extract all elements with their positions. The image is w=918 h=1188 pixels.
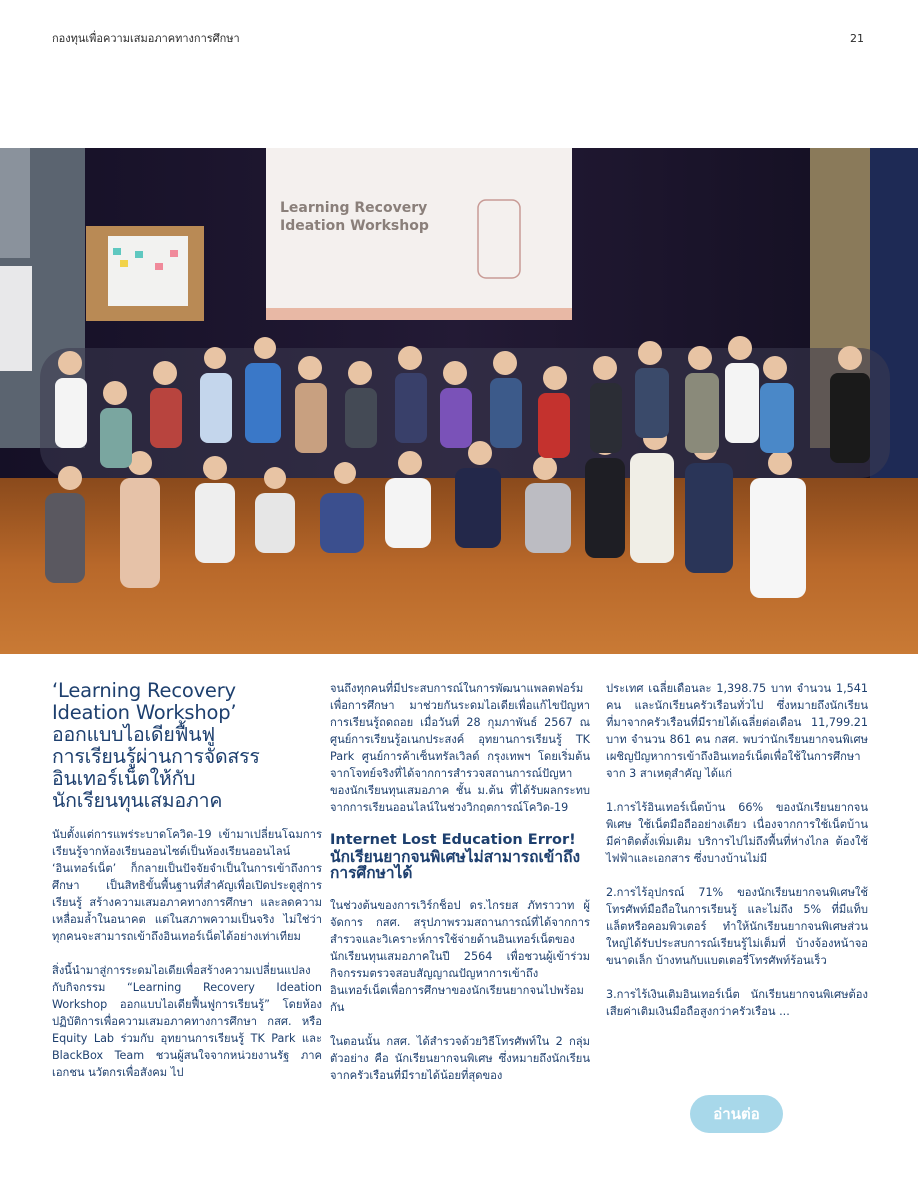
subheading-thai: นักเรียนยากจนพิเศษไม่สามารถเข้าถึงการศึกษาได้: [330, 847, 581, 882]
article-title: [52, 680, 322, 812]
column-2: [330, 680, 590, 1084]
body-paragraph: ในตอนนั้น กสศ. ได้สำรวจด้วยวิธีโทรศัพท์ใน 2 กลุ่มตัวอย่าง คือ นักเรียนยากจนพิเศษ ซึ่งหมายถึงนักเรียนจากครัวเรือนที่มีรายได้น้อยที่สุดของ: [330, 1034, 590, 1082]
title-line: อินเทอร์เน็ตให้กับ: [52, 767, 196, 790]
group-photo: [0, 148, 918, 654]
title-line: Ideation Workshop’: [52, 701, 237, 724]
publication-name: กองทุนเพื่อความเสมอภาคทางการศึกษา: [52, 32, 240, 45]
title-line: การเรียนรู้ผ่านการจัดสรร: [52, 745, 260, 768]
section-subheading: [330, 833, 590, 881]
screen-title-line2: Ideation Workshop: [280, 218, 429, 234]
body-paragraph: สิ่งนี้นำมาสู่การระดมไอเดียเพื่อสร้างความเปลี่ยนแปลงกับกิจกรรม “Learning Recovery Ideation Workshop ออกแบบไอเดียฟื้นฟูการเรียนรู้” โดยห้องปฏิบัติการเพื่อความเสมอภาคทางการศึกษา กสศ. หรือ Equity Lab ร่วมกับ อุทยานการเรียนรู้ TK Park และ BlackBox Team ชวนผู้สนใจจากหน่วยงานรัฐ ภาคเอกชน นวัตกรเพื่อสังคม ไป: [52, 964, 322, 1079]
screen-title-line1: Learning Recovery: [280, 200, 428, 216]
list-item: 2.การไร้อุปกรณ์ 71% ของนักเรียนยากจนพิเศษใช้โทรศัพท์มือถือในการเรียนรู้ และไม่ถึง 5% ที่มีแท็บแล็ตหรือคอมพิวเตอร์ ทำให้นักเรียนยากจนพิเศษส่วนใหญ่ได้รับประสบการณ์เรียนรู้ไม่เต็มที่ บ้างจ้องหน้าจอขนาดเล็ก บ้างทนกับแบตเตอรี่โทรศัพท์ร้อนเร็ว: [606, 886, 868, 967]
page-number: 21: [850, 31, 864, 45]
list-item: 1.การไร้อินเทอร์เน็ตบ้าน 66% ของนักเรียนยากจนพิเศษ ใช้เน็ตมือถืออย่างเดียว เนื่องจากการใช้เน็ตบ้านมีค่าติดตั้งเพิ่มเติม บริการไปไม่ถึงพื้นที่ห่างไกล ต้องใช้ไฟฟ้าและเอกสาร ซึ่งบางบ้านไม่มี: [606, 801, 868, 865]
flipchart: [0, 266, 32, 371]
column-3: [606, 680, 868, 1020]
running-header: [52, 30, 864, 46]
title-line: ‘Learning Recovery: [52, 679, 236, 702]
title-line: นักเรียนทุนเสมอภาค: [52, 789, 223, 812]
body-paragraph: จนถึงทุกคนที่มีประสบการณ์ในการพัฒนาแพลตฟอร์มเพื่อการศึกษา มาช่วยกันระดมไอเดียเพื่อแก้ไขปัญหาการเรียนรู้ถดถอย เมื่อวันที่ 28 กุมภาพันธ์ 2567 ณ ศูนย์การเรียนรู้อเนกประสงค์ อุทยานการเรียนรู้ TK Park ศูนย์การค้าเซ็นทรัลเวิลด์ กรุงเทพฯ โดยเริ่มต้นจากโจทย์จริงที่ได้จากการสำรวจสถานการณ์ปัญหาของนักเรียนทุนเสมอภาค ชั้น ม.ต้น ที่ได้รับผลกระทบจากการเรียนออนไลน์ในช่วงวิกฤตการณ์โควิด-19: [330, 682, 590, 814]
list-item: 3.การไร้เงินเติมอินเทอร์เน็ต นักเรียนยากจนพิเศษต้องเสียค่าเติมเงินมือถือสูงกว่าครัวเรือน ...: [606, 988, 868, 1018]
body-paragraph: ในช่วงต้นของการเวิร์กช็อป ดร.ไกรยส ภัทราวาท ผู้จัดการ กสศ. สรุปภาพรวมสถานการณ์ที่ได้จากการสำรวจและวิเคราะห์การใช้จ่ายด้านอินเทอร์เน็ตของนักเรียนทุนเสมอภาคในปี 2564 เพื่อชวนผู้เข้าร่วมกิจกรรมตรวจสอบสัญญาณปัญหาการเข้าถึงอินเทอร์เน็ตเพื่อการศึกษาของนักเรียนยากจนไปพร้อมกัน: [330, 898, 590, 1014]
body-paragraph: ประเทศ เฉลี่ยเดือนละ 1,398.75 บาท จำนวน 1,541 คน และนักเรียนครัวเรือนทั่วไป ซึ่งหมายถึงนักเรียนที่มาจากครัวเรือนที่มีรายได้เฉลี่ยต่อเดือน 11,799.21 บาท จำนวน 861 คน กสศ. พบว่านักเรียนยากจนพิเศษ เผชิญปัญหาการเข้าถึงอินเทอร์เน็ตเพื่อใช้ในการศึกษา จาก 3 สาเหตุสำคัญ ได้แก่: [606, 682, 868, 780]
subheading-english: Internet Lost Education Error!: [330, 832, 576, 848]
intro-paragraph: นับตั้งแต่การแพร่ระบาดโควิด-19 เข้ามาเปลี่ยนโฉมการเรียนรู้จากห้องเรียนออนไซต์เป็นห้องเรียนออนไลน์ ‘อินเทอร์เน็ต’ ก็กลายเป็นปัจจัยจำเป็นในการเข้าถึงการศึกษา เป็นสิทธิขั้นพื้นฐานที่สำคัญเพื่อเปิดประตูสู่การเรียนรู้ สร้างความเสมอภาคทางการศึกษา และลดความเหลื่อมล้ำในอนาคต แต่ในสภาพความเป็นจริง ไม่ใช่ว่าทุกคนจะสามารถเข้าถึงอินเทอร์เน็ตได้อย่างเท่าเทียม: [52, 828, 322, 943]
read-more-button[interactable]: อ่านต่อ: [690, 1095, 783, 1133]
title-line: ออกแบบไอเดียฟื้นฟู: [52, 723, 215, 746]
column-1: [52, 680, 322, 1081]
projection-screen: [266, 148, 572, 320]
